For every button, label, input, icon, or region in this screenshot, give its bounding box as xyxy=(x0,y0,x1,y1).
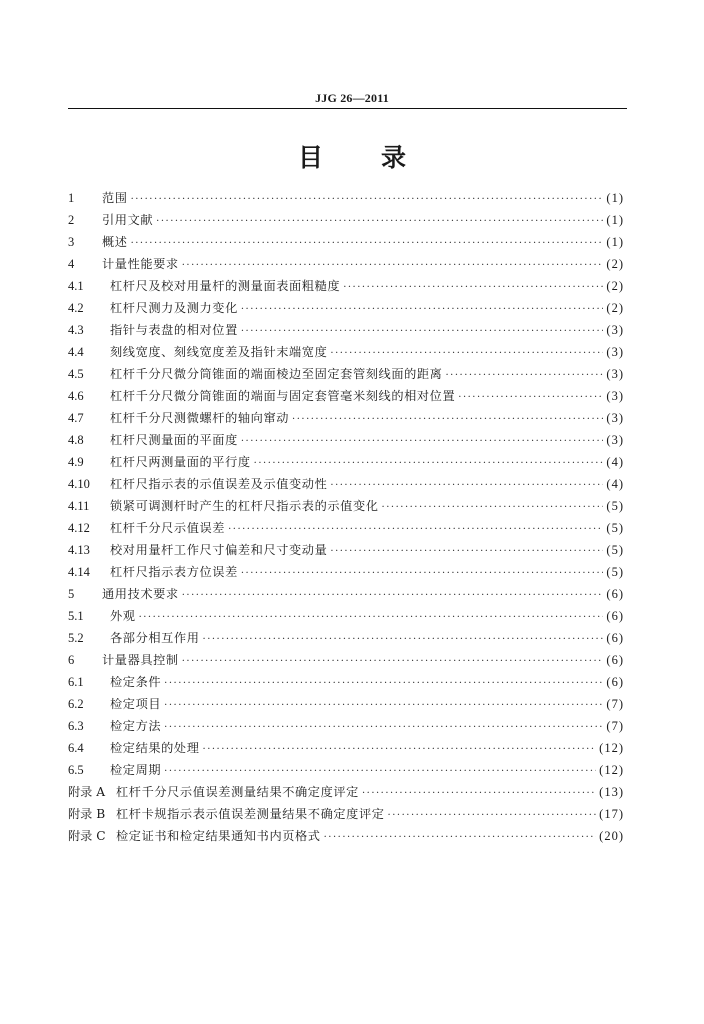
toc-entry-title: 通用技术要求 xyxy=(102,587,179,601)
toc-entry xyxy=(68,605,624,627)
toc-entry-title: 杠杆千分尺示值误差 xyxy=(110,521,226,535)
toc-dot-leader xyxy=(458,387,603,409)
toc-entry-number: 6.5 xyxy=(68,763,84,777)
toc-entry-number: 4.4 xyxy=(68,345,84,359)
toc-entry xyxy=(68,627,624,649)
toc-entry xyxy=(68,209,624,231)
toc-entry-title: 概述 xyxy=(102,235,128,249)
toc-dot-leader xyxy=(164,761,596,783)
toc-entry xyxy=(68,671,624,693)
toc-entry-number: 5.2 xyxy=(68,631,84,645)
toc-entry-title: 范围 xyxy=(102,191,128,205)
toc-entry-title: 刻线宽度、刻线宽度差及指针末端宽度 xyxy=(110,345,328,359)
toc-entry-title: 检定周期 xyxy=(110,763,162,777)
toc-entry xyxy=(68,253,624,275)
toc-entry xyxy=(68,495,624,517)
toc-entry-number: 6.4 xyxy=(68,741,84,755)
toc-entry-page: (3) xyxy=(606,433,624,447)
toc-dot-leader xyxy=(330,475,603,497)
standard-code: JJG 26—2011 xyxy=(315,91,389,105)
toc-entry-number: 5.1 xyxy=(68,609,84,623)
toc-dot-leader xyxy=(164,673,603,695)
toc-entry-number: 4.11 xyxy=(68,499,90,513)
toc-entry-page: (1) xyxy=(606,235,624,249)
toc-entry-title: 杠杆千分尺微分筒锥面的端面与固定套管毫米刻线的相对位置 xyxy=(110,389,456,403)
toc-entry-number: 附录 A xyxy=(68,785,106,799)
toc-entry-title: 检定结果的处理 xyxy=(110,741,200,755)
toc-entry-number: 4.10 xyxy=(68,477,90,491)
toc-dot-leader xyxy=(164,717,603,739)
toc-entry-number: 4 xyxy=(68,257,75,271)
toc-entry-page: (20) xyxy=(599,829,624,843)
toc-dot-leader xyxy=(382,497,604,519)
toc-dot-leader xyxy=(182,585,604,607)
toc-entry xyxy=(68,759,624,781)
toc-entry-number: 6.2 xyxy=(68,697,84,711)
toc-entry xyxy=(68,737,624,759)
toc-dot-leader xyxy=(139,607,604,629)
toc-entry-page: (13) xyxy=(599,785,624,799)
toc-entry-page: (4) xyxy=(606,455,624,469)
toc-entry-title: 检定项目 xyxy=(110,697,162,711)
toc-entry-number: 1 xyxy=(68,191,75,205)
toc-entry-page: (1) xyxy=(606,191,624,205)
toc-entry-page: (6) xyxy=(606,675,624,689)
toc-entry xyxy=(68,187,624,209)
toc-entry-title: 杠杆千分尺示值误差测量结果不确定度评定 xyxy=(116,785,359,799)
toc-entry-number: 4.7 xyxy=(68,411,84,425)
toc-entry-title: 指针与表盘的相对位置 xyxy=(110,323,238,337)
toc-entry-title: 杠杆尺测力及测力变化 xyxy=(110,301,238,315)
toc-entry xyxy=(68,473,624,495)
toc-entry xyxy=(68,583,624,605)
toc-entry-title: 引用文献 xyxy=(102,213,154,227)
toc-entry-number: 4.5 xyxy=(68,367,84,381)
toc-entry xyxy=(68,451,624,473)
toc-entry xyxy=(68,803,624,825)
toc-entry-page: (5) xyxy=(606,521,624,535)
toc-entry-page: (12) xyxy=(599,741,624,755)
toc-entry xyxy=(68,539,624,561)
toc-entry-title: 杠杆尺及校对用量杆的测量面表面粗糙度 xyxy=(110,279,341,293)
toc-entry xyxy=(68,341,624,363)
toc-entry-title: 锁紧可调测杆时产生的杠杆尺指示表的示值变化 xyxy=(110,499,379,513)
toc-entry xyxy=(68,781,624,803)
toc-entry-title: 计量器具控制 xyxy=(102,653,179,667)
toc-entry-number: 6.3 xyxy=(68,719,84,733)
toc-dot-leader xyxy=(241,563,604,585)
toc-dot-leader xyxy=(164,695,603,717)
toc-entry-number: 6.1 xyxy=(68,675,84,689)
toc-entry-title: 计量性能要求 xyxy=(102,257,179,271)
toc-entry-number: 4.1 xyxy=(68,279,84,293)
toc-dot-leader xyxy=(330,343,603,365)
toc-entry-number: 4.3 xyxy=(68,323,84,337)
toc-dot-leader xyxy=(241,299,604,321)
toc-entry-title: 检定条件 xyxy=(110,675,162,689)
toc-dot-leader xyxy=(182,255,604,277)
toc-entry xyxy=(68,231,624,253)
toc-dot-leader xyxy=(182,651,604,673)
toc-dot-leader xyxy=(241,431,604,453)
toc-entry xyxy=(68,385,624,407)
toc-entry-number: 3 xyxy=(68,235,75,249)
toc-entry-title: 杠杆尺指示表方位误差 xyxy=(110,565,238,579)
toc-dot-leader xyxy=(156,211,603,233)
toc-dot-leader xyxy=(362,783,596,805)
toc-entry-page: (6) xyxy=(606,653,624,667)
toc-entry-page: (12) xyxy=(599,763,624,777)
toc-dot-leader xyxy=(131,233,604,255)
toc-entry-number: 附录 C xyxy=(68,829,106,843)
toc-entry xyxy=(68,297,624,319)
toc-dot-leader xyxy=(445,365,603,387)
toc-entry xyxy=(68,561,624,583)
toc-entry-page: (2) xyxy=(606,301,624,315)
toc-entry-page: (6) xyxy=(606,631,624,645)
toc-entry-number: 4.12 xyxy=(68,521,90,535)
toc-dot-leader xyxy=(330,541,603,563)
toc-entry xyxy=(68,693,624,715)
toc-entry-page: (7) xyxy=(606,719,624,733)
toc-entry xyxy=(68,715,624,737)
toc-dot-leader xyxy=(131,189,604,211)
toc-entry-title: 杠杆千分尺测微螺杆的轴向窜动 xyxy=(110,411,290,425)
toc-entry-title: 校对用量杆工作尺寸偏差和尺寸变动量 xyxy=(110,543,328,557)
toc-entry-number: 5 xyxy=(68,587,75,601)
toc-dot-leader xyxy=(203,739,597,761)
toc-entry-title: 杠杆尺指示表的示值误差及示值变动性 xyxy=(110,477,328,491)
toc-entry xyxy=(68,429,624,451)
toc-entry-page: (3) xyxy=(606,323,624,337)
toc-entry-page: (5) xyxy=(606,543,624,557)
toc-entry-page: (5) xyxy=(606,565,624,579)
toc-entry-title: 杠杆卡规指示表示值误差测量结果不确定度评定 xyxy=(116,807,385,821)
toc-entry-page: (2) xyxy=(606,257,624,271)
table-of-contents xyxy=(68,187,624,847)
toc-dot-leader xyxy=(388,805,597,827)
toc-entry-number: 4.2 xyxy=(68,301,84,315)
toc-entry xyxy=(68,517,624,539)
toc-entry-page: (7) xyxy=(606,697,624,711)
toc-entry-page: (3) xyxy=(606,411,624,425)
toc-entry-title: 检定方法 xyxy=(110,719,162,733)
toc-entry-page: (4) xyxy=(606,477,624,491)
toc-entry-number: 4.13 xyxy=(68,543,90,557)
toc-entry-number: 4.6 xyxy=(68,389,84,403)
toc-dot-leader xyxy=(324,827,597,849)
toc-entry-title: 外观 xyxy=(110,609,136,623)
toc-entry-title: 杠杆尺两测量面的平行度 xyxy=(110,455,251,469)
toc-dot-leader xyxy=(203,629,604,651)
toc-entry-title: 杠杆千分尺微分筒锥面的端面棱边至固定套管刻线面的距离 xyxy=(110,367,443,381)
toc-entry xyxy=(68,275,624,297)
toc-dot-leader xyxy=(343,277,603,299)
toc-entry-title: 各部分相互作用 xyxy=(110,631,200,645)
page-title: 目录 xyxy=(297,143,464,172)
toc-entry-title: 检定证书和检定结果通知书内页格式 xyxy=(116,829,321,843)
header-rule xyxy=(68,108,627,109)
toc-entry-page: (6) xyxy=(606,587,624,601)
toc-entry-page: (5) xyxy=(606,499,624,513)
toc-entry-page: (17) xyxy=(599,807,624,821)
toc-entry-number: 附录 B xyxy=(68,807,106,821)
toc-entry-page: (3) xyxy=(606,367,624,381)
toc-entry-page: (6) xyxy=(606,609,624,623)
toc-entry-number: 4.9 xyxy=(68,455,84,469)
toc-entry-page: (2) xyxy=(606,279,624,293)
toc-entry xyxy=(68,407,624,429)
toc-dot-leader xyxy=(292,409,603,431)
toc-dot-leader xyxy=(254,453,604,475)
toc-entry-page: (3) xyxy=(606,345,624,359)
toc-dot-leader xyxy=(241,321,604,343)
toc-entry-title: 杠杆尺测量面的平面度 xyxy=(110,433,238,447)
toc-entry xyxy=(68,649,624,671)
toc-entry-page: (1) xyxy=(606,213,624,227)
toc-entry-number: 4.8 xyxy=(68,433,84,447)
toc-entry-page: (3) xyxy=(606,389,624,403)
toc-entry xyxy=(68,319,624,341)
toc-entry-number: 6 xyxy=(68,653,75,667)
toc-entry xyxy=(68,825,624,847)
toc-entry-number: 4.14 xyxy=(68,565,90,579)
toc-entry-number: 2 xyxy=(68,213,75,227)
toc-entry xyxy=(68,363,624,385)
toc-dot-leader xyxy=(228,519,603,541)
